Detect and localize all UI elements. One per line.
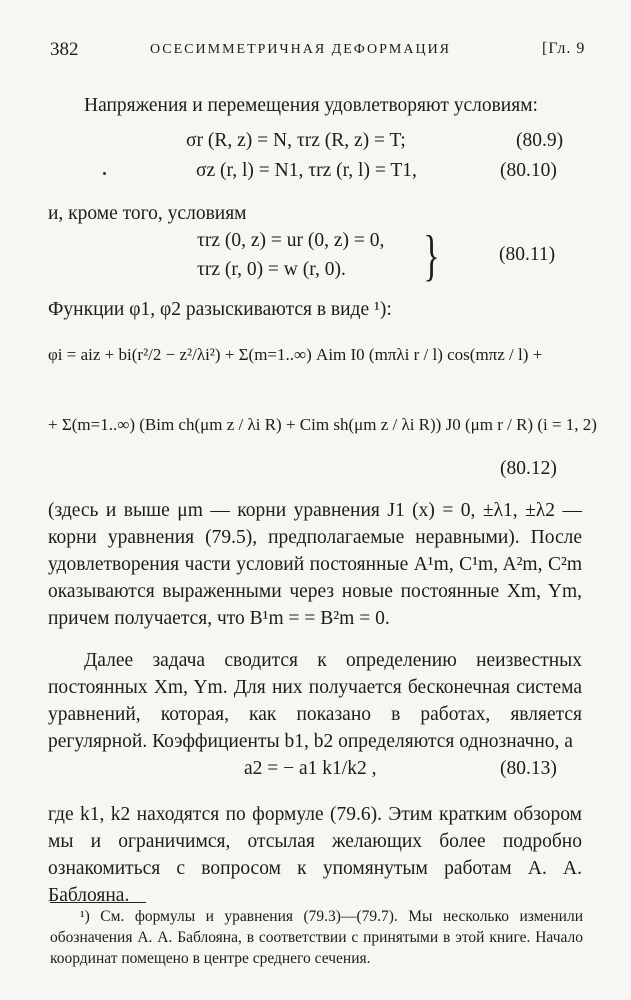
also-text: и, кроме того, условиям (48, 203, 247, 224)
equation-80-9 (186, 130, 406, 152)
equation-80-12-line-2: + Σ(m=1..∞) (Bim ch(μm z / λi R) + Cim sh(μm z / λi R)) J0 (μm r / R) (i = 1, 2) (48, 415, 597, 434)
page-number: 382 (50, 39, 79, 60)
equation-number-80-12: (80.12) (500, 458, 557, 479)
equation-80-13: a2 = − a1 k1/k2 , (244, 758, 377, 779)
functions-intro-text: Функции φ1, φ2 разыскиваются в виде ¹): (48, 299, 392, 320)
intro-text: Напряжения и перемещения удовлетворяют условиям: (84, 95, 538, 116)
equation-80-9-formula: σr (R, z) = N, τrz (R, z) = T; (186, 130, 406, 151)
running-title: ОСЕСИММЕТРИЧНАЯ ДЕФОРМАЦИЯ (150, 42, 452, 57)
right-brace: } (423, 225, 440, 287)
equation-number-80-9: (80.9) (516, 130, 564, 151)
chapter-marker: [Гл. 9 (542, 40, 586, 57)
footnote-rule (50, 902, 146, 903)
paragraph-system: Далее задача сводится к определению неизвестных постоянных Xm, Ym. Для них получается бесконечная система уравнений, которая, как показано в работах, является регулярной. Коэффициенты b1, b2 определяются однозначно, а (48, 650, 582, 752)
footnote: ¹) См. формулы и уравнения (79.3)—(79.7). Мы несколько изменили обозначения А. А. Баблояна, в соответствии с принятыми в этой книге. Начало координат помещено в центре среднего сечения. (50, 908, 583, 967)
equation-80-11-line-1: τrz (0, z) = ur (0, z) = 0, (197, 230, 385, 251)
page-header (0, 37, 631, 61)
stray-dot (103, 172, 106, 175)
equation-80-11-line-2: τrz (r, 0) = w (r, 0). (197, 259, 346, 280)
equation-number-80-10: (80.10) (500, 160, 557, 181)
paragraph-roots: (здесь и выше μm — корни уравнения J1 (x) = 0, ±λ1, ±λ2 — корни уравнения (79.5), предполагаемые неравными). После удовлетворения части условий постоянные A¹m, C¹m, A²m, C²m оказываются выраженными через новые постоянные Xm, Ym, причем получается, что B¹m = = B²m = 0. (48, 500, 582, 629)
equation-80-10 (196, 160, 417, 182)
equation-number-80-11: (80.11) (499, 244, 556, 265)
paragraph-conclusion: где k1, k2 находятся по формуле (79.6). Этим кратким обзором мы и ограничимся, отсылая желающих более подробно ознакомиться с вопросом к упомянутым работам А. А. Баблояна. (48, 804, 582, 906)
equation-80-10-formula: σz (r, l) = N1, τrz (r, l) = T1, (196, 160, 417, 181)
equation-80-12-line-1: φi = aiz + bi(r²/2 − z²/λi²) + Σ(m=1..∞) Aim I0 (mπλi r / l) cos(mπz / l) + (48, 345, 543, 364)
equation-number-80-13: (80.13) (500, 758, 557, 779)
